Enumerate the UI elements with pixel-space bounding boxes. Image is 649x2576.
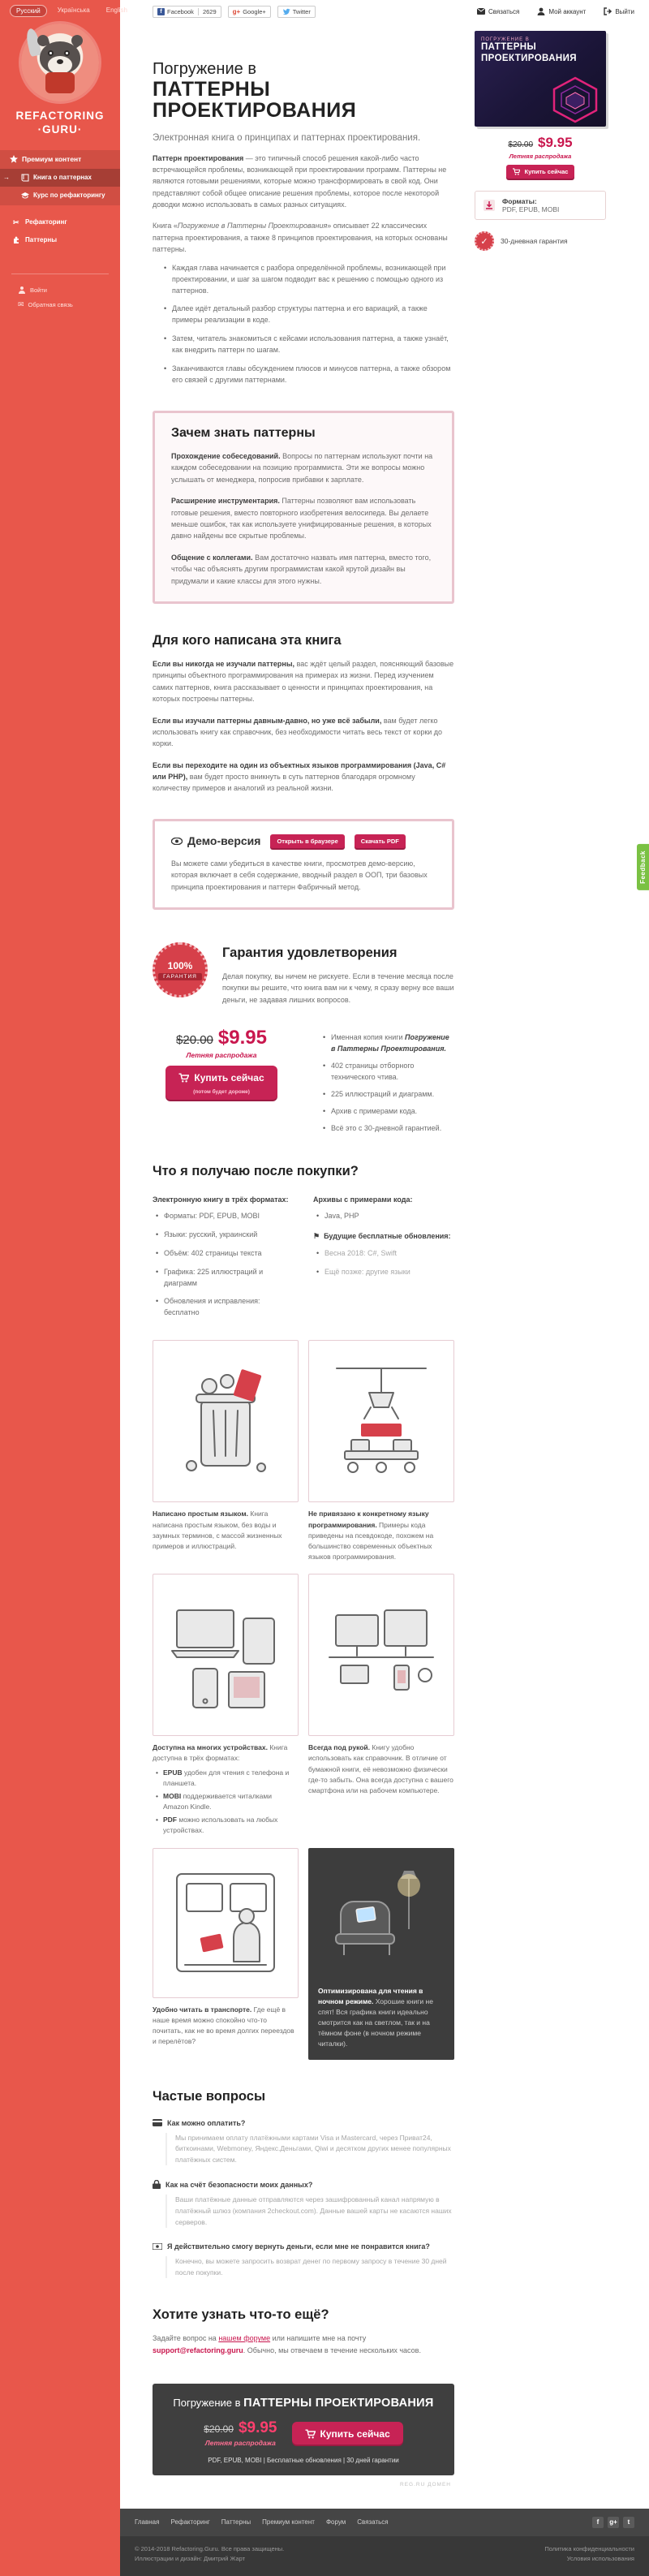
why-item-communication: Общение с коллегами. Вам достаточно назвать имя паттерна, вместо того, чтобы час объяснять другим программистам какой крутой дизайн вы придумали и какие классы для этого нужны. bbox=[171, 553, 432, 585]
facebook-icon: f bbox=[157, 8, 165, 15]
intro-paragraph-1: Паттерн проектирования — это типичный способ решения какой-либо часто встречающейся проблемы, возникающей при проектировании программ. Паттерны не являются готовыми решениями, которые можно трансформировать в свой код. Они представляют собой общее описание решения проблемы, которое после некоторой доводки можно использовать в самых разных ситуациях. bbox=[153, 153, 447, 209]
formats-box bbox=[475, 191, 606, 220]
guarantee-badge-icon: ✓ bbox=[475, 231, 494, 251]
list-item: • Затем, читатель знакомиться с кейсами использования паттерна, а также узнаёт, как внедрить паттерн по шагам. bbox=[164, 334, 454, 356]
more-title: Хотите узнать что-то ещё? bbox=[153, 2307, 329, 2323]
lang-russian[interactable]: Русский bbox=[10, 5, 47, 17]
list-item: • Весна 2018: C#, Swift bbox=[316, 1248, 454, 1260]
forum-link[interactable]: нашем форуме bbox=[218, 2334, 271, 2343]
old-price: $20.00 bbox=[176, 1033, 213, 1048]
support-email-link[interactable]: support@refactoring.guru bbox=[153, 2346, 243, 2354]
feature-card-transport bbox=[153, 1848, 299, 2060]
faq-question-payment[interactable]: Как можно оплатить? bbox=[153, 2119, 454, 2127]
list-item: • MOBI поддерживается читалками Amazon Kindle. bbox=[156, 1791, 299, 1812]
sidebar-item-feedback[interactable]: ✉ Обратная связь bbox=[18, 300, 73, 309]
page-title: Погружение в ПАТТЕРНЫ ПРОЕКТИРОВАНИЯ bbox=[153, 60, 357, 123]
sidebar-item-patterns[interactable]: Паттерны bbox=[0, 231, 120, 249]
code-archives-column-header: Архивы с примерами кода: bbox=[313, 1195, 413, 1204]
faq-title: Частые вопросы bbox=[153, 2088, 266, 2104]
terms-link[interactable]: Условия использования bbox=[566, 2555, 634, 2563]
lang-ukrainian[interactable]: Українська bbox=[57, 6, 90, 14]
faq-question-security[interactable]: Как на счёт безопасности моих данных? bbox=[153, 2180, 454, 2189]
user-icon bbox=[18, 286, 26, 294]
domain-note: REG.RU ДОМЕН bbox=[400, 2482, 451, 2488]
hexagon-art bbox=[549, 76, 601, 123]
feedback-tab[interactable]: Feedback bbox=[637, 844, 649, 890]
lock-icon bbox=[153, 2180, 161, 2189]
raccoon-mascot-image bbox=[21, 24, 99, 101]
google-plus-icon: g+ bbox=[232, 7, 241, 15]
more-text: Задайте вопрос на нашем форуме или напишите мне на почту support@refactoring.guru. Обычно, мы отвечаем в течение нескольких часов. bbox=[153, 2334, 421, 2354]
user-icon bbox=[537, 7, 545, 15]
active-arrow-icon: → bbox=[3, 173, 10, 181]
list-item: • Форматы: PDF, EPUB, MOBI bbox=[156, 1211, 294, 1222]
rail-buy-now-button[interactable]: Купить сейчас bbox=[506, 165, 575, 179]
logo[interactable] bbox=[0, 24, 120, 137]
after-purchase-title: Что я получаю после покупки? bbox=[153, 1163, 359, 1178]
cart-icon bbox=[178, 1073, 189, 1083]
guarantee-section bbox=[153, 942, 454, 1006]
logout-icon bbox=[604, 7, 612, 15]
list-item: • Объём: 402 страницы текста bbox=[156, 1248, 294, 1260]
footer-link-contact[interactable]: Связаться bbox=[357, 2518, 389, 2526]
feature-card-many-devices bbox=[153, 1574, 299, 1836]
rail-new-price: $9.95 bbox=[538, 135, 573, 150]
audience-title: Для кого написана эта книга bbox=[153, 632, 342, 648]
list-item: • Архив с примерами кода. bbox=[323, 1106, 454, 1118]
purchase-includes-list bbox=[323, 1027, 454, 1135]
illustration-workspace bbox=[308, 1574, 454, 1736]
list-item: • Всё это с 30-дневной гарантией. bbox=[323, 1123, 454, 1135]
new-price: $9.95 bbox=[217, 1027, 267, 1049]
flag-icon: ⚑ bbox=[313, 1231, 320, 1240]
sidebar-item-premium-content[interactable]: Премиум контент bbox=[0, 150, 120, 169]
twitter-bird-icon bbox=[282, 7, 290, 15]
list-item: • Ещё позже: другие языки bbox=[316, 1267, 454, 1278]
list-item: • Java, PHP bbox=[316, 1211, 454, 1222]
rail-old-price: $20.00 bbox=[508, 140, 534, 149]
audience-item-1: Если вы никогда не изучали паттерны, вас ждёт целый раздел, поясняющий базовые принципы объектного программирования на примерах из жизни. Перед изучением самих паттернов, книга рассказывает о ценности и принципах проектирования, на которых построены паттерны. bbox=[153, 659, 454, 704]
facebook-share-button[interactable]: f Facebook 2629 bbox=[153, 6, 221, 18]
ebook-column-header: Электронную книгу в трёх форматах: bbox=[153, 1195, 289, 1204]
buy-note: (потом будет дороже) bbox=[193, 1089, 250, 1096]
download-icon bbox=[483, 199, 496, 212]
download-pdf-button[interactable]: Скачать PDF bbox=[355, 834, 406, 848]
after-purchase-columns bbox=[153, 1184, 454, 1320]
demo-title: Демо-версия bbox=[171, 834, 260, 847]
language-switcher bbox=[0, 0, 127, 17]
cta-buy-now-button[interactable]: Купить сейчас bbox=[292, 2422, 403, 2445]
cart-icon bbox=[305, 2429, 316, 2439]
intro-paragraph-2: Книга «Погружение в Паттерны Проектирования» описывает 22 классических паттерна проектирования, а также 8 принципов проектирования, на которых основаны паттерны. bbox=[153, 222, 448, 254]
list-item: • Каждая глава начинается с разбора определённой проблемы, возникающей при проектировании, и шаг за шагом подводит вас к решению с помощью одного из паттернов. bbox=[164, 263, 454, 297]
rail-guarantee: ✓ 30-дневная гарантия bbox=[475, 231, 606, 251]
feature-card-night-mode bbox=[308, 1848, 454, 2060]
why-item-interviews: Прохождение собеседований. Вопросы по паттернам используют почти на каждом собеседовании на позицию программиста. Эти же вопросы можно услышать от менеджера, попросив прибавки к зарплате. bbox=[171, 452, 433, 484]
list-item: • Именная копия книги Погружение в Паттерны Проектирования. bbox=[323, 1032, 454, 1055]
feature-card-language-agnostic bbox=[308, 1340, 454, 1562]
twitter-icon[interactable]: t bbox=[623, 2517, 634, 2528]
list-item: • Далее идёт детальный разбор структуры паттерна и его вариаций, а также примеры реализации в коде. bbox=[164, 304, 454, 326]
feature-caption: Не привязано к конкретному языку программирования. Примеры кода приведены на псевдокоде, похожем на большинство современных объектных языков программирования. bbox=[308, 1510, 434, 1562]
footer-bottom bbox=[120, 2536, 649, 2576]
guarantee-title: Гарантия удовлетворения bbox=[222, 946, 398, 961]
faq-answer: Ваши платёжные данные отправляются через зашифрованный канал напрямую в платёжный шлюз (компания 2checkout.com). Данные вашей карты не касаются наших серверов. bbox=[165, 2195, 454, 2228]
design-credit: Иллюстрации и дизайн: Дмитрий Жарт bbox=[135, 2555, 246, 2563]
envelope-icon: ✉ bbox=[18, 300, 24, 309]
eye-icon bbox=[171, 838, 183, 845]
cta-new-price: $9.95 bbox=[238, 2419, 277, 2437]
privacy-policy-link[interactable]: Политика конфиденциальности bbox=[544, 2544, 634, 2552]
facebook-share-count: 2629 bbox=[198, 8, 221, 15]
cta-sale-label: Летняя распродажа bbox=[204, 2439, 276, 2448]
illustration-night-reading bbox=[318, 1858, 445, 1979]
guarantee-badge: 100% ГАРАНТИЯ bbox=[153, 942, 208, 997]
rail-price bbox=[475, 135, 606, 160]
feature-card-simple-language bbox=[153, 1340, 299, 1562]
demo-version-box bbox=[153, 819, 454, 910]
illustration-trash-can bbox=[153, 1340, 299, 1502]
twitter-share-button[interactable]: Twitter bbox=[277, 6, 316, 18]
facebook-icon[interactable]: f bbox=[592, 2517, 604, 2528]
cta-formats-line: PDF, EPUB, MOBI | Бесплатные обновления | 30 дней гарантии bbox=[208, 2457, 399, 2465]
list-item: • Обновления и исправления: бесплатно bbox=[156, 1296, 294, 1319]
envelope-icon bbox=[477, 7, 485, 15]
list-item: • 402 страницы отборного технического чтива. bbox=[323, 1061, 454, 1083]
list-item: • EPUB удобен для чтения с телефона и планшета. bbox=[156, 1768, 299, 1789]
cta-title: Погружение в ПАТТЕРНЫ ПРОЕКТИРОВАНИЯ bbox=[173, 2397, 434, 2410]
illustration-devices bbox=[153, 1574, 299, 1736]
illustration-claw-machine bbox=[308, 1340, 454, 1502]
feature-caption: Всегда под рукой. Книгу удобно использовать как справочник. В отличие от бумажной книги, её невозможно физически где-то забыть. Она всегда доступна с вашего смартфона или на рабочем компьютере. bbox=[308, 1743, 453, 1794]
credit-card-icon bbox=[153, 2119, 162, 2126]
footer bbox=[120, 2509, 649, 2576]
sidebar-item-refactoring[interactable]: ✂ Рефакторинг bbox=[13, 218, 67, 226]
main-content bbox=[120, 23, 649, 2509]
sidebar-item-login[interactable]: Войти bbox=[0, 282, 120, 297]
formats-label: Форматы: bbox=[502, 197, 537, 205]
copyright-text: © 2014-2018 Refactoring.Guru. Все права защищены. bbox=[135, 2544, 285, 2552]
graduation-cap-icon bbox=[21, 192, 29, 200]
footer-link-premium[interactable]: Премиум контент bbox=[262, 2518, 315, 2526]
scissors-icon: ✂ bbox=[13, 218, 19, 226]
list-item: • Графика: 225 иллюстраций и диаграмм bbox=[156, 1267, 294, 1290]
footer-link-home[interactable]: Главная bbox=[135, 2518, 160, 2526]
faq-answer: Конечно, вы можете запросить возврат денег по первому запросу в течение 30 дней после покупки. bbox=[165, 2256, 454, 2278]
formats-value: PDF, EPUB, MOBI bbox=[502, 205, 560, 213]
list-item: • Заканчиваются главы обсуждением плюсов и минусов паттерна, а также обзором его связей с другими паттернами. bbox=[164, 364, 454, 386]
buy-section bbox=[153, 1027, 454, 1135]
feature-grid bbox=[153, 1340, 454, 2059]
footer-nav bbox=[120, 2509, 649, 2536]
list-item: • PDF можно использовать на любых устройствах. bbox=[156, 1815, 299, 1836]
topbar bbox=[120, 0, 649, 23]
audience-item-2: Если вы изучали паттерны давным-давно, но уже всё забыли, вам будет легко использовать книгу как справочник, без необходимости читать весь текст от корки до корки. bbox=[153, 716, 443, 748]
book-structure-list bbox=[164, 263, 454, 386]
lang-english[interactable]: English bbox=[105, 6, 127, 14]
cart-icon bbox=[513, 168, 520, 175]
cta-old-price: $20.00 bbox=[204, 2423, 234, 2436]
logout-link[interactable]: Выйти bbox=[604, 7, 634, 15]
footer-link-refactoring[interactable]: Рефакторинг bbox=[170, 2518, 210, 2526]
star-icon bbox=[10, 155, 18, 163]
my-account-link[interactable]: Мой аккаунт bbox=[537, 7, 586, 15]
sale-label: Летняя распродажа bbox=[186, 1051, 257, 1060]
purchase-rail bbox=[475, 31, 606, 251]
contact-link[interactable]: Связаться bbox=[477, 7, 519, 15]
faq-question-refund[interactable]: Я действительно смогу вернуть деньги, если мне не понравится книга? bbox=[153, 2242, 454, 2251]
bottom-cta-box bbox=[153, 2384, 454, 2475]
faq-answer: Мы принимаем оплату платёжными картами Visa и Mastercard, через Приват24, биткоинами, Webmoney, Яндекс.Деньгами, Qiwi и десятком других менее популярных платёжных систем. bbox=[165, 2133, 454, 2166]
audience-item-3: Если вы переходите на один из объектных языков программирования (Java, C# или PHP), вам будет просто вникнуть в суть паттернов благодаря огромному количеству примеров и аналогий из реальной жизни. bbox=[153, 760, 446, 793]
feature-caption: Удобно читать в транспорте. Где ещё в наше время можно спокойно что-то почитать, как не во время долгих переездов и перелётов? bbox=[153, 2005, 294, 2046]
sidebar-menu bbox=[0, 150, 120, 313]
page-subtitle: Электронная книга о принципах и паттернах проектирования. bbox=[153, 132, 421, 143]
open-in-browser-button[interactable]: Открыть в браузере bbox=[270, 834, 344, 848]
sidebar-item-book-about-patterns[interactable]: → Книга о паттернах bbox=[0, 169, 120, 187]
footer-link-forum[interactable]: Форум bbox=[325, 2518, 346, 2526]
puzzle-icon bbox=[13, 236, 21, 244]
feature-caption: Написано простым языком. Книга написана простым языком, без воды и заумных терминов, с массой жизненных примеров и иллюстраций. bbox=[153, 1510, 282, 1550]
why-know-patterns-box bbox=[153, 411, 454, 604]
logo-text: REFACTORING ·GURU· bbox=[15, 110, 105, 136]
feature-caption: Доступна на многих устройствах. Книга доступна в трёх форматах: • EPUB удобен для чтения с телефона и планшета. • MOBI поддерживается читалками Amazon Kindle. • PDF можно использовать на любых устройствах. bbox=[153, 1742, 299, 1836]
why-title: Зачем знать паттерны bbox=[171, 426, 316, 441]
list-item: • 225 иллюстраций и диаграмм. bbox=[323, 1089, 454, 1101]
future-updates-header: ⚑ Будущие бесплатные обновления: bbox=[313, 1231, 451, 1240]
book-cover-image[interactable]: ПОГРУЖЕНИЕ В ПАТТЕРНЫ ПРОЕКТИРОВАНИЯ bbox=[475, 31, 606, 127]
google-plus-icon[interactable]: g+ bbox=[608, 2517, 619, 2528]
sidebar bbox=[0, 0, 127, 2576]
list-item: • Языки: русский, украинский bbox=[156, 1230, 294, 1241]
why-item-toolbox: Расширение инструментария. Паттерны позволяют вам использовать готовые решения, вместо повторного изобретения велосипеда. Вы делаете меньше ошибок, так как используете унифицированные решения, в которых давно найдены все скрытые проблемы. bbox=[171, 497, 432, 541]
buy-now-button[interactable]: Купить сейчас (потом будет дороже) bbox=[165, 1066, 277, 1100]
guarantee-text: Делая покупку, вы ничем не рискуете. Если в течение месяца после покупки вы решите, что книга вам ни к чему, я сразу верну все ваши деньги, не задавая лишних вопросов. bbox=[222, 972, 454, 1004]
sidebar-item-refactoring-course[interactable]: Курс по рефакторингу bbox=[0, 187, 120, 205]
rail-sale-label: Летняя распродажа bbox=[509, 153, 572, 160]
google-plus-share-button[interactable]: g+ Google+ bbox=[228, 6, 271, 18]
book-icon bbox=[21, 174, 29, 182]
money-icon bbox=[153, 2243, 162, 2250]
feature-card-always-at-hand bbox=[308, 1574, 454, 1836]
feature-caption: Оптимизирована для чтения в ночном режиме. Хорошие книги не спят! Вся графика книги идеально смотрится как на светлом, так и на тёмном фоне (в ночном режиме читалки). bbox=[318, 1986, 433, 2048]
illustration-train-reading bbox=[153, 1848, 299, 1998]
demo-text: Вы можете сами убедиться в качестве книги, просмотрев демо-версию, которая включает в себя содержание, вводный раздел в ООП, три базовых принципа проектирования и паттерн Фабричный метод. bbox=[171, 859, 428, 891]
footer-link-patterns[interactable]: Паттерны bbox=[221, 2518, 251, 2526]
